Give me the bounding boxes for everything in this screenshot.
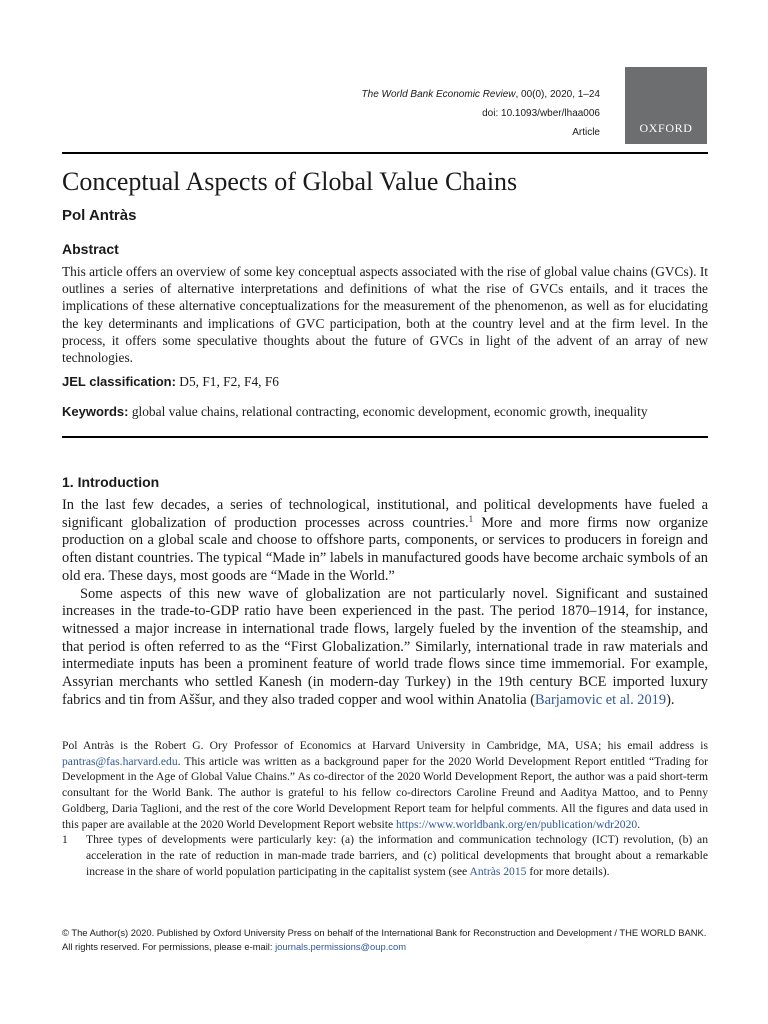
copyright-notice <box>62 926 708 954</box>
oxford-logo-text: OXFORD <box>639 121 693 135</box>
keywords-label: Keywords: <box>62 404 129 419</box>
abstract-bottom-rule <box>62 436 708 438</box>
keywords <box>62 403 648 420</box>
footnote-ref[interactable]: 1 <box>468 513 474 524</box>
paragraph <box>62 497 708 586</box>
oxford-logo <box>625 67 707 144</box>
paragraph-text: ). <box>666 691 675 708</box>
top-rule <box>62 152 708 154</box>
footnote-number: 1 <box>62 833 68 847</box>
permissions-email-link[interactable]: journals.permissions@oup.com <box>275 941 407 952</box>
journal-name: The World Bank Economic Review <box>361 89 516 100</box>
permissions-text: All rights reserved. For permissions, please e-mail: <box>62 941 276 952</box>
jel-classification <box>62 373 279 390</box>
article-title: Conceptual Aspects of Global Value Chains <box>62 167 518 196</box>
footnote-text-part: Three types of developments were particularly key: (a) the information and communication technology (ICT) revolution, (b) an acceleration in the rate of reduction in man-made trade barriers, and (c) political developments that brought about a remarkable increase in the share of world population participating in the capitalist system (see <box>86 833 708 878</box>
citation-link[interactable]: Barjamovic et al. 2019 <box>535 691 667 708</box>
abstract-text: This article offers an overview of some key conceptual aspects associated with the rise of global value chains (GVCs). It outlines a series of alternative interpretations and definitions of what the rise of GVCs entails, and it traces the implications of these alternative conceptualizations for the measurement of the phenomenon, as well as for elucidating the key determinants and implications of GVC participation, both at the country level and at the firm level. In the process, it offers some speculative thoughts about the future of GVCs in light of the advent of an array of new technologies. <box>62 264 709 366</box>
author-note-text: . <box>637 817 641 831</box>
journal-volume: , 00(0), 2020, 1–24 <box>515 89 600 100</box>
footnote-1 <box>62 832 708 879</box>
introduction-body <box>62 497 708 709</box>
citation-link[interactable]: Antràs 2015 <box>469 864 527 878</box>
journal-citation <box>362 85 600 104</box>
author-note-text: . This article was written as a background paper for the 2020 World Development Report entitled “Trading for Development in the Age of Global Value Chains.” As co-director of the 2020 World Development Report, the author was a paid short-term consultant for the World Bank. The author is grateful to his fellow co-directors Caroline Freund and Aaditya Mattoo, and to Penny Goldberg, Daria Taglioni, and the rest of the core World Development Report team for helpful comments. All the figures and data used in this paper are available at the 2020 World Development Report website <box>62 754 708 831</box>
wdr-website-link[interactable]: https://www.worldbank.org/en/publication/wdr2020 <box>396 817 638 831</box>
copyright-line: © The Author(s) 2020. Published by Oxford University Press on behalf of the International Bank for Reconstruction and Development / THE WORLD BANK. <box>62 927 707 938</box>
paragraph-text: More and more firms now organize production on a global scale and choose to offshore parts, components, or services to producers in foreign and often distant countries. The typical “Made in” labels in manufactured goods have become archaic symbols of an old era. These days, most goods are “Made in the World.” <box>62 514 708 584</box>
journal-doi: doi: 10.1093/wber/lhaa006 <box>482 108 600 119</box>
author-note-text: Pol Antràs is the Robert G. Ory Professor of Economics at Harvard University in Cambridge, MA, USA; his email address is <box>62 739 708 752</box>
article-author: Pol Antràs <box>62 207 137 224</box>
footnotes <box>62 738 708 879</box>
footnote-text <box>86 832 708 879</box>
jel-label: JEL classification: <box>62 374 176 389</box>
paragraph-text: In the last few decades, a series of technological, institutional, and political developments have fueled a significant globalization of production processes across countries. <box>62 497 708 531</box>
paragraph <box>62 586 708 710</box>
abstract-heading: Abstract <box>62 241 119 257</box>
jel-codes: D5, F1, F2, F4, F6 <box>175 374 279 389</box>
journal-info <box>362 85 600 142</box>
article-type: Article <box>572 127 600 138</box>
author-note <box>62 738 708 832</box>
paragraph-text: Some aspects of this new wave of globalization are not particularly novel. Significant and sustained increases in the trade-to-GDP ratio have been experienced in the past. The period 1870–1914, for instance, witnessed a major increase in international trade flows, largely fueled by the invention of the steamship, and that period is often referred to as the “First Globalization.” Similarly, international trade in raw materials and intermediate inputs has been a prominent feature of world trade flows since time immemorial. For example, Assyrian merchants who settled Kanesh (in modern-day Turkey) in the 19th century BCE imported luxury fabrics and tin from Aššur, and they also traded copper and wool within Anatolia ( <box>62 585 708 708</box>
permissions-line <box>62 940 708 954</box>
keywords-list: global value chains, relational contracting, economic development, economic growth, inequality <box>128 404 648 419</box>
author-email-link[interactable]: pantras@fas.harvard.edu <box>62 754 178 768</box>
footnote-text-part: for more details). <box>526 864 610 878</box>
section-heading-introduction: 1. Introduction <box>62 474 160 490</box>
